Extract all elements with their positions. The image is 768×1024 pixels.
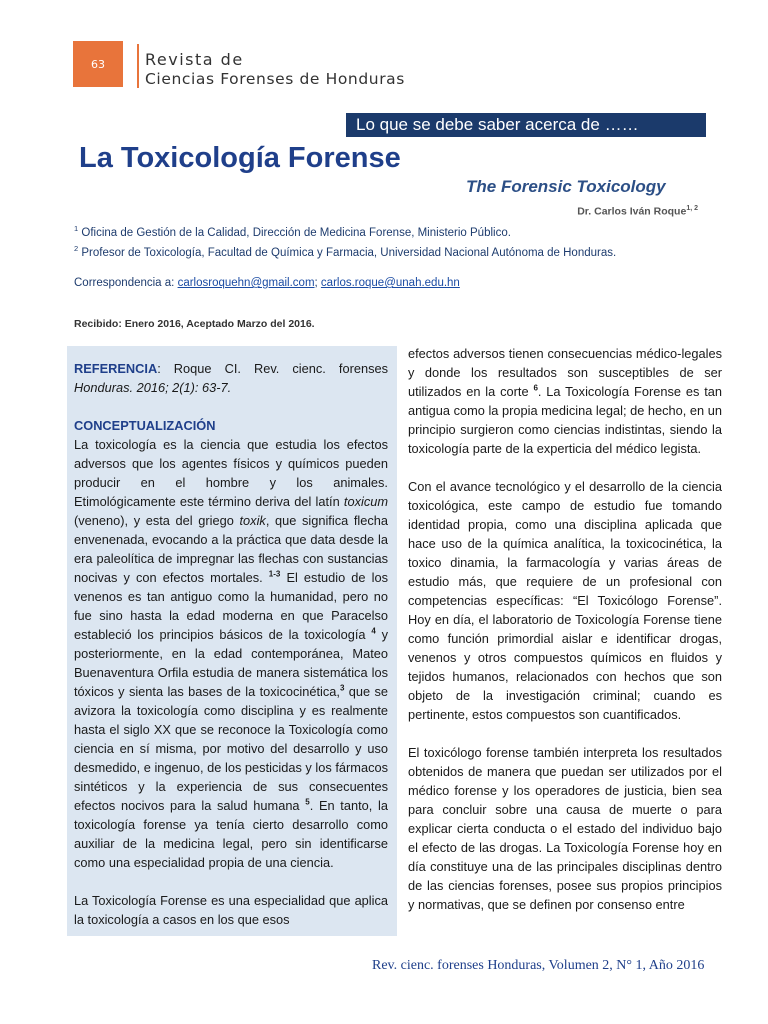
right-paragraph-2: Con el avance tecnológico y el desarrollo de la ciencia toxicológica, este campo de estudio fue tomando identidad propia, como una disciplina aplicada que hace uso de la química analítica, la toxicocinética, la toxico dinamia, la farmacología y varias áreas de estudio más, que requiere de un profesional con competencias específicas: “El Toxicólogo Forense”. Hoy en día, el laboratorio de Toxicología Forense tiene como función primordial aislar e identificar drogas, venenos y otros compuestos químicos en fluidos y tejidos humanos, relacionados con hechos que son objeto de la investigación criminal; cuando es pertinente, estos compuestos son cuantificados. bbox=[408, 479, 722, 722]
page-number-badge bbox=[73, 41, 123, 87]
citation-mark: 1-3 bbox=[268, 569, 281, 579]
affiliation-text: Profesor de Toxicología, Facultad de Química y Farmacia, Universidad Nacional Autónoma de Honduras. bbox=[81, 246, 617, 259]
author-name: Dr. Carlos Iván Roque bbox=[577, 205, 687, 218]
affiliation-mark: 1 bbox=[74, 224, 79, 233]
paragraph-text: efectos adversos tienen consecuencias médico-legales y donde los resultados son susceptibles de ser utilizados en la corte bbox=[408, 346, 722, 399]
received-dates: Recibido: Enero 2016, Aceptado Marzo del 2016. bbox=[74, 318, 315, 330]
paragraph-text: . En tanto, la toxicología forense ya tenía cierto desarrollo como auxiliar de la medicina legal, pero sin identificarse como una especialidad propia de una ciencia. bbox=[74, 798, 388, 870]
citation-mark: 5 bbox=[305, 797, 310, 807]
term-toxicum: toxicum bbox=[343, 494, 388, 509]
paragraph-text: , que significa flecha envenenada, evocando a la práctica que data desde la era paleolítica de impregnar las flechas con sustancias nocivas y con efectos mortales. bbox=[74, 513, 389, 585]
right-column bbox=[408, 344, 722, 933]
paragraph-text: (veneno), y esta del griego bbox=[74, 513, 240, 528]
email-link-1[interactable]: carlosroquehn@gmail.com bbox=[177, 277, 315, 289]
concept-section bbox=[74, 416, 388, 872]
affiliation-text: Oficina de Gestión de la Calidad, Dirección de Medicina Forense, Ministerio Público. bbox=[81, 226, 511, 239]
affiliation-1 bbox=[74, 224, 511, 239]
concept-heading: CONCEPTUALIZACIÓN bbox=[74, 418, 216, 433]
page-number: 63 bbox=[91, 57, 105, 71]
journal-name-line1: Revista de bbox=[145, 50, 244, 69]
paragraph-text: La toxicología es la ciencia que estudia los efectos adversos que los agentes físicos y químicos pueden producir en el hombre y los animales. Etimológicamente este término deriva del latín bbox=[74, 437, 388, 509]
left-paragraph-2: La Toxicología Forense es una especialidad que aplica la toxicología a casos en los que esos bbox=[74, 893, 388, 927]
author-line bbox=[577, 205, 698, 218]
right-paragraph-3: El toxicólogo forense también interpreta los resultados obtenidos de manera que puedan ser utilizados por el médico forense y los operadores de justicia, bien sea para concluir sobre una causa de muerte o para explicar cierta conducta o el estado del individuo bajo el efecto de las drogas. La Toxicología Forense hoy en día constituye una de las principales disciplinas dentro de las ciencias forenses, posee sus propios principios y normativas, que se definen por consenso entre bbox=[408, 745, 722, 912]
paragraph-text: y posteriormente, en la edad contemporánea, Mateo Buenaventura Orfila estudia de manera sistemática los tóxicos y sienta las bases de la toxicocinética, bbox=[74, 627, 388, 699]
affiliation-mark: 2 bbox=[74, 244, 79, 253]
email-separator: ; bbox=[314, 277, 321, 289]
journal-name-line2: Ciencias Forenses de Honduras bbox=[145, 70, 405, 88]
reference-citation bbox=[74, 359, 388, 397]
page-footer: Rev. cienc. forenses Honduras, Volumen 2, N° 1, Año 2016 bbox=[372, 958, 705, 973]
reference-text: : Roque CI. Rev. cienc. forenses bbox=[157, 361, 388, 376]
paragraph-text: . La Toxicología Forense es tan antigua como la propia medicina legal; de hecho, en un principio surgieron como ciencias indistintas, siendo la toxicología parte de la experticia del médico legista. bbox=[408, 384, 723, 456]
citation-mark: 6 bbox=[533, 383, 538, 393]
right-paragraph-1 bbox=[408, 344, 722, 458]
correspondence bbox=[74, 277, 460, 289]
article-title: La Toxicología Forense bbox=[79, 142, 401, 174]
reference-label: REFERENCIA bbox=[74, 361, 158, 376]
citation-mark: 4 bbox=[371, 626, 376, 636]
citation-mark: 3 bbox=[339, 683, 345, 693]
article-subtitle: The Forensic Toxicology bbox=[466, 177, 666, 196]
paragraph-text: El estudio de los venenos es tan antiguo como la humanidad, pero no fue sino hasta la edad moderna en que Paracelso estableció los principios básicos de la toxicología bbox=[74, 570, 388, 642]
section-banner: Lo que se debe saber acerca de …… bbox=[346, 113, 706, 137]
journal-divider bbox=[137, 44, 139, 88]
reference-source: Honduras. 2016; 2(1): 63-7. bbox=[74, 380, 232, 395]
term-toxik: toxik bbox=[239, 513, 266, 528]
left-column bbox=[74, 359, 388, 948]
affiliation-2 bbox=[74, 244, 616, 259]
paragraph-text: que se avizora la toxicología como disciplina y es realmente hasta el siglo XX que se reconoce la Toxicología como ciencia en sí misma, por motivo del desarrollo y uso desmedido, e ingenuo, de los pesticidas y los fármacos sintéticos y la experiencia de sus consecuentes efectos nocivos para la salud humana bbox=[74, 684, 388, 813]
correspondence-label: Correspondencia a: bbox=[74, 277, 178, 289]
author-affil-marks: 1, 2 bbox=[686, 205, 698, 212]
email-link-2[interactable]: carlos.roque@unah.edu.hn bbox=[320, 277, 460, 289]
